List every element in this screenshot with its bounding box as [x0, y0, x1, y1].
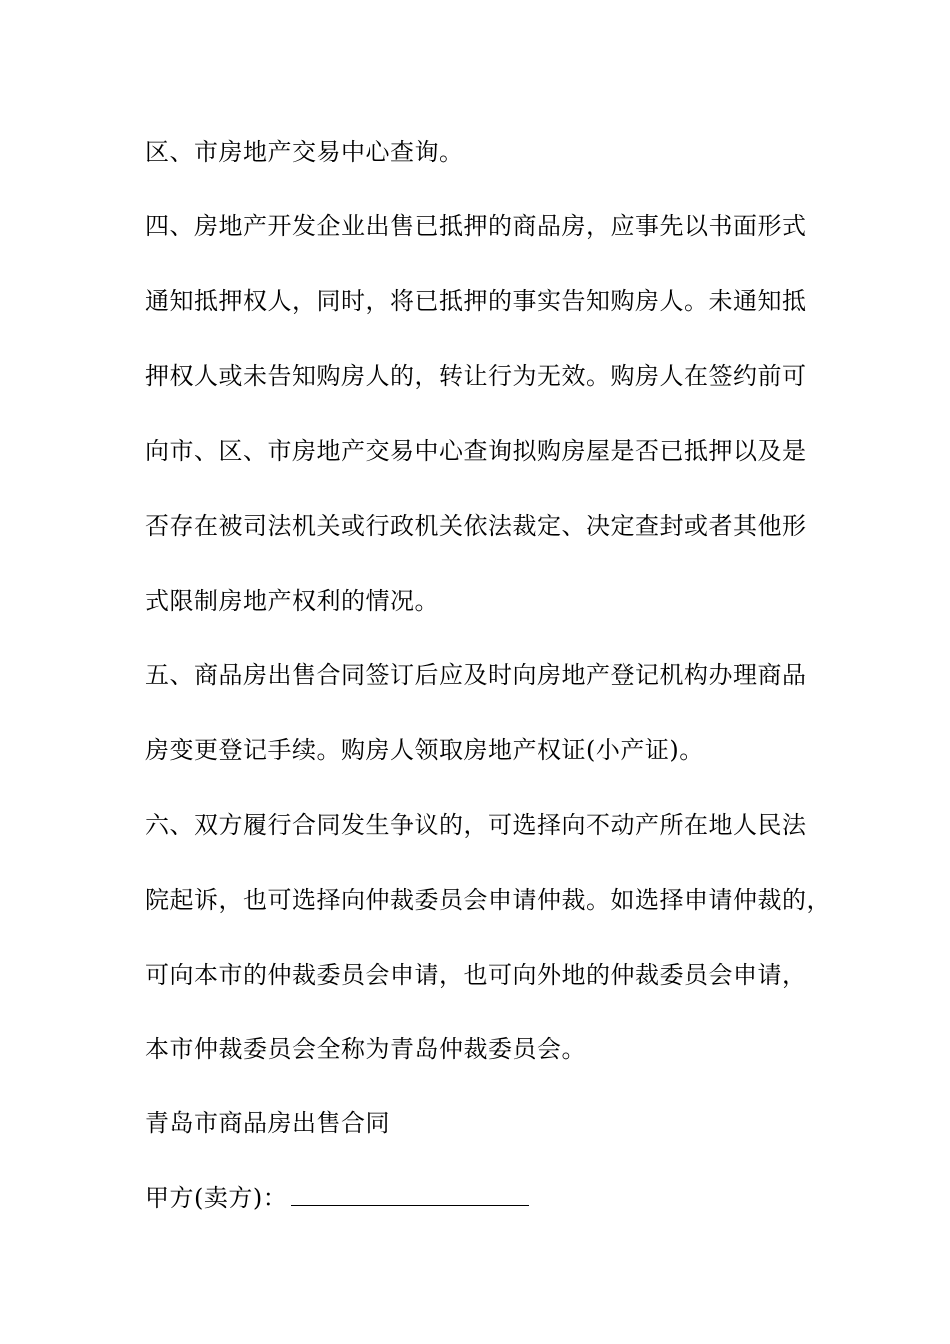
clause-4-line-1: 四、房地产开发企业出售已抵押的商品房，应事先以书面形式 — [145, 212, 807, 240]
clause-6-line-1: 六、双方履行合同发生争议的，可选择向不动产所在地人民法 — [145, 811, 807, 839]
clause-6-line-2: 院起诉，也可选择向仲裁委员会申请仲裁。如选择申请仲裁的， — [145, 886, 831, 914]
contract-title: 青岛市商品房出售合同 — [145, 1109, 390, 1137]
clause-4-line-6: 式限制房地产权利的情况。 — [145, 587, 439, 615]
clause-4-line-4: 向市、区、市房地产交易中心查询拟购房屋是否已抵押以及是 — [145, 437, 807, 465]
clause-5-line-1: 五、商品房出售合同签订后应及时向房地产登记机构办理商品 — [145, 661, 807, 689]
clause-4-line-3: 押权人或未告知购房人的，转让行为无效。购房人在签约前可 — [145, 362, 807, 390]
party-a-blank-field[interactable] — [291, 1187, 529, 1206]
clause-6-line-3: 可向本市的仲裁委员会申请，也可向外地的仲裁委员会申请， — [145, 961, 807, 989]
clause-6-line-4: 本市仲裁委员会全称为青岛仲裁委员会。 — [145, 1035, 586, 1063]
clause-4-line-2: 通知抵押权人，同时，将已抵押的事实告知购房人。未通知抵 — [145, 287, 807, 315]
party-a-row — [145, 1183, 529, 1213]
body-line-1: 区、市房地产交易中心查询。 — [145, 138, 464, 166]
party-a-label: 甲方(卖方)： — [145, 1184, 288, 1212]
clause-5-line-2: 房变更登记手续。购房人领取房地产权证(小产证)。 — [145, 736, 704, 764]
clause-4-line-5: 否存在被司法机关或行政机关依法裁定、决定查封或者其他形 — [145, 512, 807, 540]
